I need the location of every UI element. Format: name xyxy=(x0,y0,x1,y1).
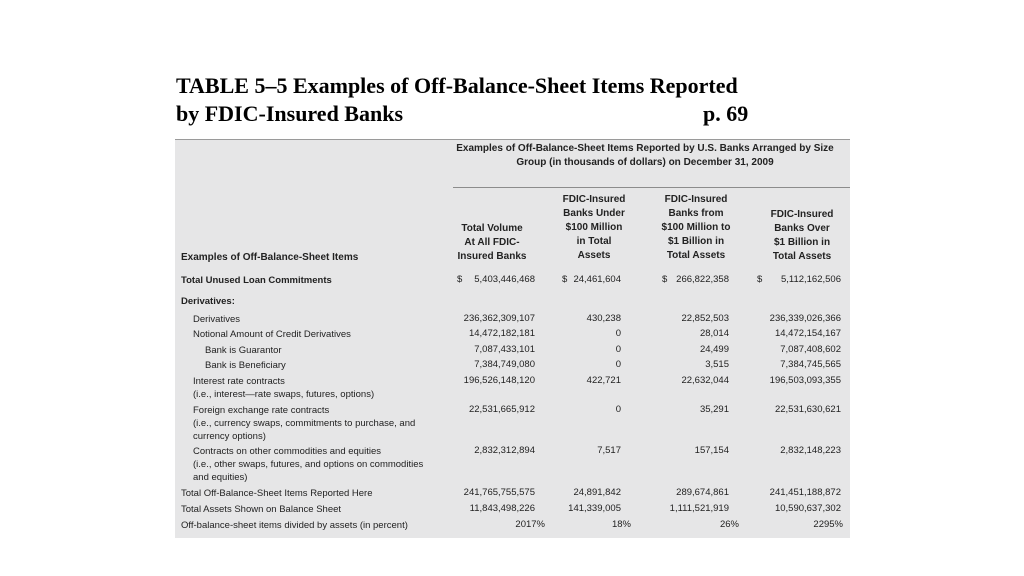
table-cell: 0 xyxy=(615,359,621,370)
dollar-sign: $ xyxy=(457,274,463,285)
title-line-2: by FDIC-Insured Banks xyxy=(176,101,404,126)
table-cell: 24,499 xyxy=(699,344,729,355)
table-cell: 2,832,312,894 xyxy=(474,445,535,456)
dollar-sign: $ xyxy=(757,274,763,285)
table-cell: 266,822,358 xyxy=(676,274,729,285)
row-label-total-unused-loan-commitments: Total Unused Loan Commitments xyxy=(181,275,332,286)
slide-title xyxy=(176,72,856,128)
table-cell: 1,111,521,919 xyxy=(669,503,729,514)
table-cell: 14,472,182,181 xyxy=(468,328,535,339)
table-cell: 28,014 xyxy=(699,328,729,339)
table-cell: 0 xyxy=(615,328,621,339)
table-cell: 35,291 xyxy=(699,404,729,415)
table-cell: 24,891,842 xyxy=(573,487,621,498)
row-label-derivatives: Derivatives xyxy=(193,314,240,325)
table-cell: 236,362,309,107 xyxy=(463,313,535,324)
table-cell: 241,451,188,872 xyxy=(769,487,841,498)
row-label-bank-is-beneficiary: Bank is Beneficiary xyxy=(205,360,286,371)
table-cell: 22,852,503 xyxy=(681,313,729,324)
row-label-ratio-percent: Off-balance-sheet items divided by assets (in percent) xyxy=(181,520,408,531)
table-cell: 196,503,093,355 xyxy=(769,375,841,386)
row-label-foreign-exchange-contracts: Foreign exchange rate contracts (i.e., currency swaps, commitments to purchase, and currency options) xyxy=(193,405,416,442)
table-cell: 422,721 xyxy=(586,375,621,386)
table-cell: 24,461,604 xyxy=(573,274,621,285)
column-header-total-volume: Total Volume At All FDIC- Insured Banks xyxy=(457,223,527,262)
table-cell: 14,472,154,167 xyxy=(774,328,841,339)
table-cell: 7,517 xyxy=(597,445,621,456)
column-header-100m-to-1b: FDIC-Insured Banks from $100 Million to $1 Billion in Total Assets xyxy=(661,194,731,261)
title-line-1: TABLE 5–5 Examples of Off-Balance-Sheet Items Reported xyxy=(176,73,738,98)
group-header: Examples of Off-Balance-Sheet Items Reported by U.S. Banks Arranged by Size Group (in thousands of dollars) on December 31, 2009 xyxy=(456,143,834,168)
table-cell: 289,674,861 xyxy=(676,487,729,498)
page-reference: p. 69 xyxy=(703,101,749,126)
row-label-total-assets: Total Assets Shown on Balance Sheet xyxy=(181,504,342,515)
table-cell: 2295% xyxy=(813,519,843,530)
row-label-derivatives-section: Derivatives: xyxy=(181,296,235,307)
table-cell: 26% xyxy=(719,519,739,530)
dollar-sign: $ xyxy=(562,274,568,285)
table-cell: 22,531,630,621 xyxy=(774,404,841,415)
table-cell: 241,765,755,575 xyxy=(463,487,535,498)
table-cell: 18% xyxy=(611,519,631,530)
table-cell: 11,843,498,226 xyxy=(469,503,535,514)
off-balance-sheet-table xyxy=(175,139,850,538)
table-cell: 5,112,162,506 xyxy=(780,274,841,285)
table-cell: 157,154 xyxy=(694,445,729,456)
table-cell: 0 xyxy=(615,344,621,355)
column-header-over-1b: FDIC-Insured Banks Over $1 Billion in Total Assets xyxy=(770,209,834,262)
table-cell: 2,832,148,223 xyxy=(780,445,841,456)
table-cell: 10,590,637,302 xyxy=(774,503,841,514)
table-cell: 141,339,005 xyxy=(568,503,621,514)
table-cell: 7,087,433,101 xyxy=(474,344,535,355)
row-label-interest-rate-contracts: Interest rate contracts (i.e., interest—rate swaps, futures, options) xyxy=(193,376,375,400)
table-cell: 236,339,026,366 xyxy=(769,313,841,324)
table-cell: 7,384,745,565 xyxy=(780,359,841,370)
table-cell: 5,403,446,468 xyxy=(474,274,535,285)
row-label-bank-is-guarantor: Bank is Guarantor xyxy=(205,345,282,356)
table-cell: 3,515 xyxy=(705,359,729,370)
table-cell: 22,632,044 xyxy=(681,375,729,386)
table-cell: 22,531,665,912 xyxy=(468,404,535,415)
table-cell: 0 xyxy=(615,404,621,415)
table-cell: 2017% xyxy=(515,519,545,530)
table-cell: 430,238 xyxy=(586,313,621,324)
label-column-header: Examples of Off-Balance-Sheet Items xyxy=(181,252,359,263)
dollar-sign: $ xyxy=(662,274,668,285)
table-cell: 7,087,408,602 xyxy=(780,344,841,355)
table-cell: 7,384,749,080 xyxy=(474,359,535,370)
group-header-divider xyxy=(453,187,850,188)
row-label-total-off-balance-sheet-items: Total Off-Balance-Sheet Items Reported Here xyxy=(181,488,373,499)
column-header-under-100m: FDIC-Insured Banks Under $100 Million in Total Assets xyxy=(562,194,626,261)
table-cell: 196,526,148,120 xyxy=(463,375,535,386)
row-label-commodities-equities-contracts: Contracts on other commodities and equities (i.e., other swaps, futures, and options on commodities and equities) xyxy=(193,446,424,483)
row-label-notional-credit-derivatives: Notional Amount of Credit Derivatives xyxy=(193,329,351,340)
